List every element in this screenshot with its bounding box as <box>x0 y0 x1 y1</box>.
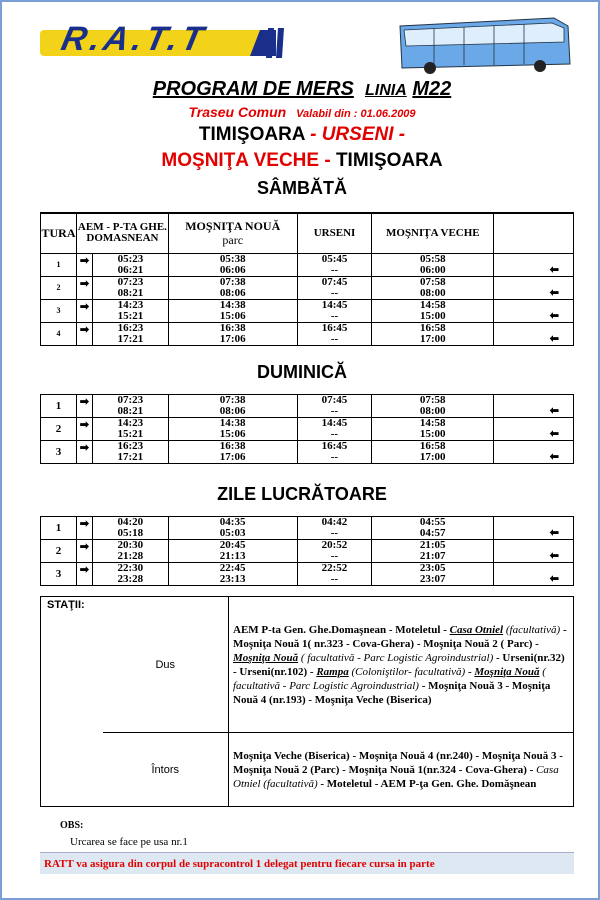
time-mosnita-veche: 04:55 04:57 <box>372 517 494 540</box>
time-urseni: 22:52 -- <box>297 563 372 586</box>
time-mosnita-noua: 07:38 08:06 <box>168 276 297 299</box>
time-mosnita-veche: 05:58 06:00 <box>372 253 494 276</box>
arrow-left-icon: ⬅ <box>494 322 574 345</box>
schedule-table-duminica <box>40 394 574 464</box>
arrow-right-icon: ➡ <box>76 418 92 441</box>
time-mosnita-veche: 16:58 17:00 <box>372 322 494 345</box>
arrow-left-icon: ⬅ <box>494 276 574 299</box>
table-row <box>41 441 574 464</box>
arrow-left-icon: ⬅ <box>494 540 574 563</box>
traseu-line: Traseu Comun Valabil din : 01.06.2009 <box>188 104 416 120</box>
program-title: PROGRAM DE MERS LINIA M22 <box>152 78 452 100</box>
tura-number: 3 <box>41 441 77 464</box>
day-title-sambata: SÂMBĂTĂ <box>257 178 347 198</box>
arrow-left-icon: ⬅ <box>494 441 574 464</box>
time-mosnita-noua: 07:38 08:06 <box>168 395 297 418</box>
arrow-right-icon: ➡ <box>76 276 92 299</box>
schedule-table-lucratoare <box>40 516 574 586</box>
arrow-left-icon: ⬅ <box>494 253 574 276</box>
time-mosnita-veche: 14:58 15:00 <box>372 418 494 441</box>
table-row <box>41 322 574 345</box>
tura-number: 2 <box>41 540 77 563</box>
time-mosnita-veche: 21:05 21:07 <box>372 540 494 563</box>
arrow-left-icon: ⬅ <box>494 299 574 322</box>
time-urseni: 16:45 -- <box>297 441 372 464</box>
obs-label: OBS: <box>60 820 84 831</box>
time-mosnita-noua: 20:45 21:13 <box>168 540 297 563</box>
time-aem: 14:23 15:21 <box>92 418 168 441</box>
logo-text: R.A.T.T <box>58 20 211 58</box>
time-mosnita-veche: 16:58 17:00 <box>372 441 494 464</box>
col-mosnita-veche: MOŞNIŢA VECHE <box>372 213 494 253</box>
time-aem: 20:30 21:28 <box>92 540 168 563</box>
time-urseni: 16:45 -- <box>297 322 372 345</box>
col-tura: TURA <box>41 213 77 253</box>
arrow-right-icon: ➡ <box>76 322 92 345</box>
table-row <box>41 540 574 563</box>
time-mosnita-noua: 22:45 23:13 <box>168 563 297 586</box>
time-aem: 07:23 08:21 <box>92 276 168 299</box>
arrow-left-icon: ⬅ <box>494 517 574 540</box>
route-line-1: TIMIŞOARA - URSENI - <box>198 124 406 145</box>
stations-table <box>40 596 574 807</box>
table-row <box>41 276 574 299</box>
time-mosnita-noua: 16:38 17:06 <box>168 322 297 345</box>
time-aem: 04:20 05:18 <box>92 517 168 540</box>
col-aem: AEM - P-TA GHE. DOMASNEAN <box>76 213 168 253</box>
time-mosnita-noua: 16:38 17:06 <box>168 441 297 464</box>
dus-label: Dus <box>103 597 229 733</box>
time-urseni: 07:45 -- <box>297 395 372 418</box>
time-aem: 22:30 23:28 <box>92 563 168 586</box>
arrow-right-icon: ➡ <box>76 253 92 276</box>
time-aem: 16:23 17:21 <box>92 322 168 345</box>
time-mosnita-veche: 23:05 23:07 <box>372 563 494 586</box>
table-row <box>41 299 574 322</box>
tura-number: 3 <box>41 299 77 322</box>
tura-number: 1 <box>41 395 77 418</box>
intors-stations-text: Moşniţa Veche (Biserica) - Moşniţa Nouă 4 (nr.240) - Moşniţa Nouă 3 - Moşniţa Nouă 2 (Parc) - Moşniţa Nouă 1(nr.324 - Cova-Ghera) - Casa Otniel (facultativă) - Moteletul - AEM P-ţa Gen. Ghe. Domăşnean <box>229 733 574 807</box>
time-urseni: 07:45 -- <box>297 276 372 299</box>
col-mosnita-noua: MOŞNIŢA NOUĂ parc <box>168 213 297 253</box>
time-mosnita-noua: 04:35 05:03 <box>168 517 297 540</box>
time-aem: 07:23 08:21 <box>92 395 168 418</box>
time-mosnita-noua: 05:38 06:06 <box>168 253 297 276</box>
bus-icon <box>394 12 574 76</box>
arrow-right-icon: ➡ <box>76 540 92 563</box>
arrow-right-icon: ➡ <box>76 299 92 322</box>
arrow-right-icon: ➡ <box>76 563 92 586</box>
time-urseni: 14:45 -- <box>297 418 372 441</box>
time-urseni: 05:45 -- <box>297 253 372 276</box>
tura-number: 4 <box>41 322 77 345</box>
tura-number: 1 <box>41 517 77 540</box>
table-row <box>41 418 574 441</box>
day-title-duminica: DUMINICĂ <box>257 362 347 382</box>
table-row <box>41 517 574 540</box>
col-return <box>494 213 574 253</box>
arrow-right-icon: ➡ <box>76 441 92 464</box>
dus-stations-text: AEM P-ta Gen. Ghe.Domaşnean - Moteletul - Casa Otniel (facultativă) - Moşniţa Nouă 1( nr.323 - Cova-Ghera) - Moşniţa Nouă 2 ( Parc) - Moşniţa Nouă ( facultativă - Parc Logistic Agroindustrial) - Urseni(nr.32) - Urseni(nr.102) - Rampa (Coloniştilor- facultativă) - Moşniţa Nouă ( facultativă - Parc Logistic Agroindustrial) - Moşniţa Nouă 3 - Moşniţa Nouă 4 (nr.193) - Moşniţa Veche (Biserica) <box>229 597 574 733</box>
tura-number: 2 <box>41 276 77 299</box>
time-aem: 14:23 15:21 <box>92 299 168 322</box>
route-line-2: MOŞNIŢA VECHE - TIMIŞOARA <box>161 150 443 171</box>
time-mosnita-veche: 14:58 15:00 <box>372 299 494 322</box>
arrow-right-icon: ➡ <box>76 395 92 418</box>
table-row <box>41 395 574 418</box>
table-row <box>41 253 574 276</box>
tura-number: 2 <box>41 418 77 441</box>
stations-label: STAŢII: <box>41 597 103 807</box>
time-mosnita-noua: 14:38 15:06 <box>168 418 297 441</box>
arrow-right-icon: ➡ <box>76 517 92 540</box>
arrow-left-icon: ⬅ <box>494 395 574 418</box>
intors-label: Întors <box>103 733 229 807</box>
time-aem: 16:23 17:21 <box>92 441 168 464</box>
time-urseni: 20:52 -- <box>297 540 372 563</box>
arrow-left-icon: ⬅ <box>494 418 574 441</box>
time-urseni: 14:45 -- <box>297 299 372 322</box>
time-mosnita-veche: 07:58 08:00 <box>372 395 494 418</box>
table-row <box>41 563 574 586</box>
time-urseni: 04:42 -- <box>297 517 372 540</box>
tura-number: 1 <box>41 253 77 276</box>
tura-number: 3 <box>41 563 77 586</box>
col-urseni: URSENI <box>297 213 372 253</box>
ratt-logo <box>40 12 290 68</box>
time-aem: 05:23 06:21 <box>92 253 168 276</box>
schedule-table-sambata <box>40 212 574 346</box>
arrow-left-icon: ⬅ <box>494 563 574 586</box>
obs-text: Urcarea se face pe usa nr.1 <box>70 836 188 848</box>
supracontrol-note: RATT va asigura din corpul de supracontrol 1 delegat pentru fiecare cursa in parte <box>40 852 574 874</box>
time-mosnita-noua: 14:38 15:06 <box>168 299 297 322</box>
day-title-lucratoare: ZILE LUCRĂTOARE <box>217 484 387 504</box>
time-mosnita-veche: 07:58 08:00 <box>372 276 494 299</box>
